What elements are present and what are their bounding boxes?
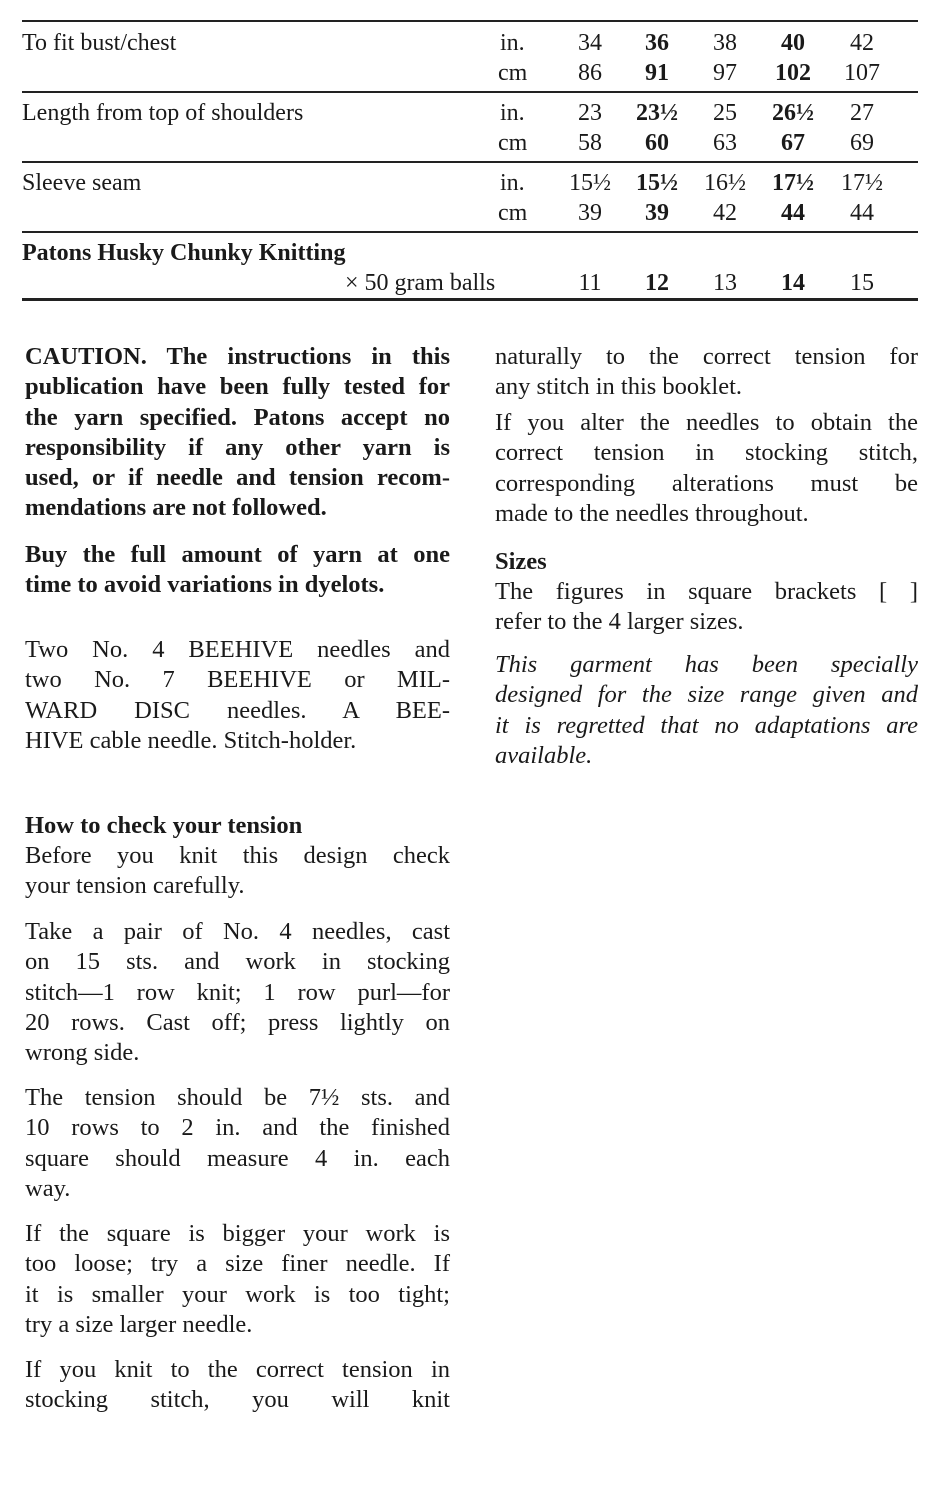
text-line: stitch—1 row knit; 1 row purl—for [25,978,450,1006]
text-line: refer to the 4 larger sizes. [495,608,744,636]
text-line: Take a pair of No. 4 needles, cast [25,918,450,945]
paragraph [25,540,450,601]
size-value: 91 [645,60,669,86]
text-line: mendations are not followed. [25,494,327,522]
text-line: way. [25,1174,71,1202]
text-line: two No. 7 BEEHIVE or MIL- [25,666,450,694]
size-value: 42 [850,30,874,56]
text-line: HIVE cable needle. Stitch-holder. [25,726,357,754]
size-value: 36 [645,30,669,56]
size-value: 39 [578,200,602,226]
paragraph [25,342,450,524]
paragraph [25,635,450,756]
text-line: 10 rows to 2 in. and the finished [25,1114,450,1142]
size-value: 69 [850,130,874,156]
size-value: 15½ [569,170,611,196]
unit-label: in. [500,100,525,126]
size-value: 23½ [636,100,678,126]
table-rule [22,231,918,233]
size-value: 86 [578,60,602,86]
text-line: If the square is bigger your work is [25,1220,450,1247]
text-line: The tension should be 7½ sts. and [25,1084,450,1111]
size-value: 44 [850,200,874,226]
size-value: 58 [578,130,602,156]
text-line: responsibility if any other yarn is [25,433,450,461]
text-line: try a size larger needle. [25,1310,253,1338]
section-heading [25,811,450,841]
table-rule [22,161,918,163]
ball-count: 11 [578,270,602,296]
size-value: 25 [713,100,737,126]
unit-label: in. [500,30,525,56]
text-line: stocking stitch, you will knit [25,1386,450,1414]
text-line: This garment has been specially [495,651,918,678]
text-line: too loose; try a size finer needle. If [25,1250,450,1278]
text-line: made to the needles throughout. [495,499,809,527]
size-value: 67 [781,130,805,156]
ball-count: 13 [713,270,737,296]
text-line: available. [495,741,593,769]
size-value: 15½ [636,170,678,196]
unit-label: in. [500,170,525,196]
paragraph [495,577,918,638]
size-value: 27 [850,100,874,126]
text-line: it is smaller your work is too tight; [25,1280,450,1308]
size-value: 107 [844,60,880,86]
text-line: time to avoid variations in dyelots. [25,571,385,599]
size-value: 39 [645,200,669,226]
row-label: Length from top of shoulders [22,100,304,126]
text-line: any stitch in this booklet. [495,373,743,401]
row-label: Sleeve seam [22,170,142,196]
text-line: square should measure 4 in. each [25,1144,450,1172]
unit-label: cm [498,60,528,86]
text-line: on 15 sts. and work in stocking [25,948,450,976]
paragraph [495,650,918,771]
unit-label: cm [498,130,528,156]
text-line: Sizes [495,548,547,575]
paragraph [25,917,450,1068]
size-value: 17½ [772,170,814,196]
paragraph [495,342,918,403]
size-value: 42 [713,200,737,226]
paragraph [25,841,450,902]
paragraph [495,408,918,529]
table-rule [22,298,918,301]
size-value: 97 [713,60,737,86]
unit-label: cm [498,200,528,226]
paragraph [25,1083,450,1204]
text-line: If you alter the needles to obtain the [495,409,918,436]
size-value: 17½ [841,170,883,196]
paragraph [25,1355,450,1416]
text-line: Buy the full amount of yarn at one [25,541,450,568]
size-value: 23 [578,100,602,126]
text-line: wrong side. [25,1039,140,1067]
text-line: publication have been fully tested for [25,373,450,401]
size-value: 102 [775,60,811,86]
size-value: 26½ [772,100,814,126]
text-line: CAUTION. The instructions in this [25,343,450,370]
text-line: naturally to the correct tension for [495,343,918,370]
size-value: 16½ [704,170,746,196]
yarn-sublabel: × 50 gram balls [345,270,496,296]
ball-count: 12 [645,270,669,296]
size-value: 40 [781,30,805,56]
size-value: 34 [578,30,602,56]
size-value: 44 [781,200,805,226]
text-line: designed for the size range given and [495,681,918,709]
text-line: How to check your tension [25,812,303,839]
ball-count: 14 [781,270,805,296]
section-heading [495,547,918,577]
yarn-label: Patons Husky Chunky Knitting [22,240,346,266]
text-line: correct tension in stocking stitch, [495,439,918,467]
table-rule [22,91,918,93]
text-line: Two No. 4 BEEHIVE needles and [25,636,450,663]
ball-count: 15 [850,270,874,296]
text-line: the yarn specified. Patons accept no [25,403,450,431]
text-line: Before you knit this design check [25,842,450,869]
text-line: 20 rows. Cast off; press lightly on [25,1008,450,1036]
row-label: To fit bust/chest [22,30,177,56]
table-rule [22,20,918,22]
text-line: WARD DISC needles. A BEE- [25,696,450,724]
size-value: 38 [713,30,737,56]
text-line: it is regretted that no adaptations are [495,711,918,739]
text-line: The figures in square brackets [ ] [495,578,918,605]
text-line: your tension carefully. [25,872,245,900]
paragraph [25,1219,450,1340]
text-line: used, or if needle and tension recom- [25,464,450,492]
size-value: 60 [645,130,669,156]
text-line: If you knit to the correct tension in [25,1356,450,1383]
size-value: 63 [713,130,737,156]
text-line: corresponding alterations must be [495,469,918,497]
